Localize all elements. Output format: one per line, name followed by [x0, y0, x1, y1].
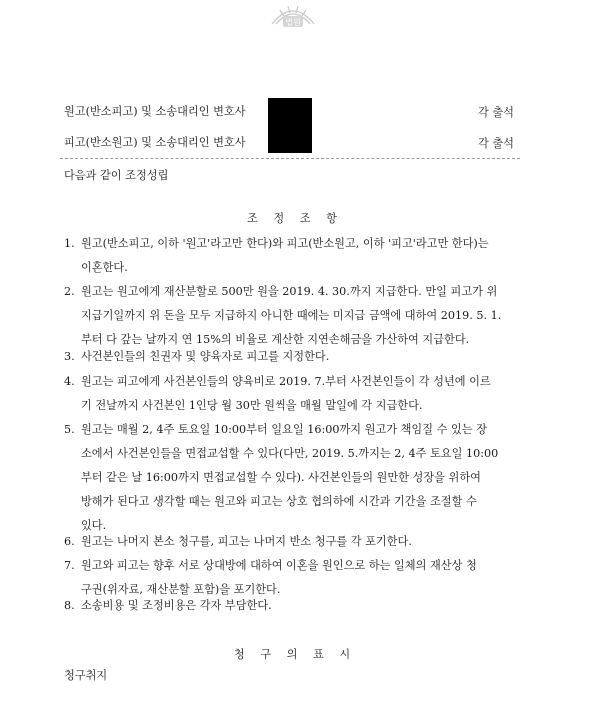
- clause-line: 사건본인들의 친권자 및 양육자로 피고를 지정한다.: [81, 350, 330, 363]
- clause-body: [81, 370, 544, 418]
- clause-number: 1.: [64, 237, 75, 250]
- clause-line: 원고는 원고에게 재산분할로 500만 원을 2019. 4. 30.까지 지급한다. 만일 피고가 위: [81, 285, 498, 298]
- clause-number: 7.: [64, 559, 75, 572]
- clause-body: [81, 530, 544, 554]
- redaction-block: [268, 98, 312, 123]
- clause-line: 방해가 된다고 생각할 때는 원고와 피고는 상호 협의하에 시간과 기간을 조절할 수: [81, 495, 477, 508]
- claim-title: 청 구 의 표 시: [233, 648, 357, 661]
- clause-number: 5.: [64, 423, 75, 436]
- section-title: 조 정 조 항: [247, 212, 343, 225]
- clause-number: 8.: [64, 599, 75, 612]
- party-defendant-label: 피고(반소원고) 및 소송대리인 변호사: [64, 136, 246, 149]
- clause-line: 구권(위자료, 재산분할 포함)을 포기한다.: [81, 583, 281, 596]
- clause-line: 원고는 피고에게 사건본인들의 양육비로 2019. 7.부터 사건본인들이 각 성년에 이르: [81, 375, 491, 388]
- court-seal-icon: [266, 2, 320, 38]
- clause-line: 있다.: [81, 519, 107, 532]
- clause-line: 원고와 피고는 향후 서로 상대방에 대하여 이혼을 원인으로 하는 일체의 재산상 청: [81, 559, 477, 572]
- party-plaintiff-label: 원고(반소피고) 및 소송대리인 변호사: [64, 105, 246, 118]
- clause-line: 원고는 매월 2, 4주 토요일 10:00부터 일요일 16:00까지 원고가 책임질 수 있는 장: [81, 423, 487, 436]
- clause-number: 3.: [64, 350, 75, 363]
- clause-number: 6.: [64, 535, 75, 548]
- clause-line: 이혼한다.: [81, 261, 128, 274]
- party-plaintiff-status: 각 출석: [478, 106, 514, 119]
- clause-body: [81, 345, 544, 369]
- clause-line: 원고는 나머지 본소 청구를, 피고는 나머지 반소 청구를 각 포기한다.: [81, 535, 412, 548]
- clause-number: 4.: [64, 375, 75, 388]
- seal-text: 법원: [285, 18, 301, 27]
- divider-line: [60, 158, 520, 159]
- clause-body: [81, 280, 544, 352]
- clause-body: [81, 418, 544, 538]
- clause-line: 소송비용 및 조정비용은 각자 부담한다.: [81, 599, 272, 612]
- clause-line: 원고(반소피고, 이하 '원고'라고만 한다)와 피고(반소원고, 이하 '피고'라고만 한다)는: [81, 237, 489, 250]
- clause-line: 지급기일까지 위 돈을 모두 지급하지 아니한 때에는 미지급 금액에 대하여 2019. 5. 1.: [81, 309, 502, 322]
- clause-line: 부터 같은 날 16:00까지 면접교섭할 수 있다). 사건본인들의 원만한 성장을 위하여: [81, 471, 481, 484]
- clause-body: [81, 594, 544, 618]
- clause-line: 소에서 사건본인들을 면접교섭할 수 있다(다만, 2019. 5.까지는 2, 4주 토요일 10:00: [81, 447, 499, 460]
- clause-line: 부터 다 갚는 날까지 연 15%의 비율로 계산한 지연손해금을 가산하여 지급한다.: [81, 333, 470, 346]
- party-defendant-status: 각 출석: [478, 137, 514, 150]
- clause-number: 2.: [64, 285, 75, 298]
- intro-text: 다음과 같이 조정성립: [64, 169, 169, 182]
- clause-body: [81, 232, 544, 280]
- clause-line: 기 전날까지 사건본인 1인당 월 30만 원씩을 매월 말일에 각 지급한다.: [81, 399, 423, 412]
- claim-subtitle: 청구취지: [64, 669, 108, 682]
- redaction-block: [268, 123, 312, 153]
